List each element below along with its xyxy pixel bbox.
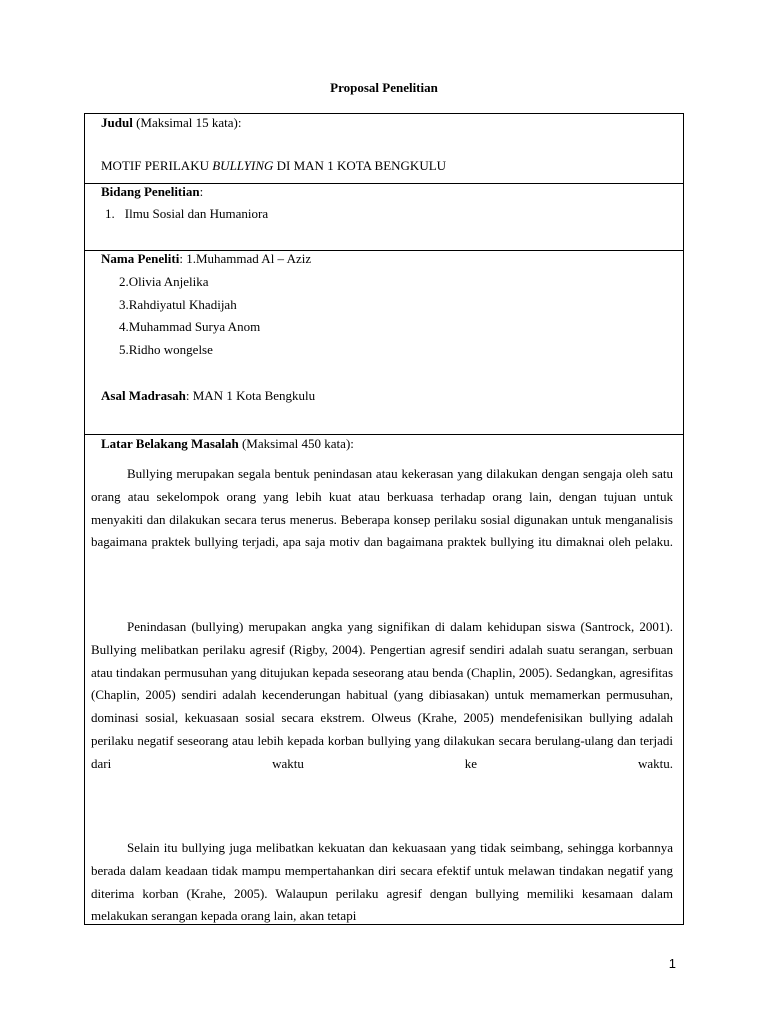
bidang-section [85, 184, 683, 251]
peneliti-label: Nama Peneliti [101, 251, 180, 266]
judul-section [85, 114, 683, 184]
peneliti-member-2: 2.Olivia Anjelika [119, 274, 209, 289]
peneliti-member-1: : 1.Muhammad Al – Aziz [179, 251, 312, 266]
research-title-part-2: DI MAN 1 KOTA BENGKULU [273, 158, 447, 173]
proposal-form-table [84, 113, 684, 925]
research-title [101, 158, 446, 174]
bidang-heading [101, 184, 203, 200]
bidang-item-text: Ilmu Sosial dan Humaniora [124, 206, 269, 221]
peneliti-member-5: 5.Ridho wongelse [119, 342, 213, 357]
peneliti-member-4: 4.Muhammad Surya Anom [119, 319, 261, 334]
judul-heading [101, 115, 241, 131]
judul-label: Judul [101, 115, 133, 130]
latar-label: Latar Belakang Masalah [101, 436, 239, 451]
madrasah-label: Asal Madrasah [101, 388, 186, 403]
page-title: Proposal Penelitian [330, 80, 438, 95]
research-title-italic: BULLYING [212, 158, 274, 173]
research-title-part-1: MOTIF PERILAKU [101, 158, 213, 173]
latar-heading [101, 436, 354, 452]
latar-paragraph-2: Penindasan (bullying) merupakan angka yang signifikan di dalam kehidupan siswa (Santrock, 2001). Bullying melibatkan perilaku agresif (Rigby, 2004). Pengertian agresif sendiri adalah suatu serangan, serbuan atau tindakan permusuhan yang ditujukan kepada seseorang atau benda (Chaplin, 2005). Sedangkan, agresifitas (Chaplin, 2005) sendiri adalah kecenderungan habitual (yang dibiasakan) untuk memamerkan permusuhan, dominasi sosial, kekuasaan sosial secara ekstrem. Olweus (Krahe, 2005) mendefenisikan bullying adalah perilaku negatif seseorang atau lebih kepada korban bullying yang dilakukan secara berulang-ulang dan terjadi dari waktu ke waktu. [91, 619, 673, 771]
judul-note: (Maksimal 15 kata): [132, 115, 242, 130]
peneliti-heading [101, 251, 311, 267]
madrasah-line [101, 388, 315, 404]
peneliti-section [85, 251, 683, 435]
latar-paragraph-1: Bullying merupakan segala bentuk penindasan atau kekerasan yang dilakukan dengan sengaja oleh satu orang atau sekelompok orang yang lebih kuat atau berkuasa terhadap orang lain, dengan tujuan untuk menyakiti dan dilakukan secara terus menerus. Beberapa konsep perilaku sosial digunakan untuk menganalisis bagaimana praktek bullying terjadi, apa saja motiv dan bagaimana praktek bullying itu dimaknai oleh pelaku. [91, 466, 673, 550]
latar-paragraph-3: Selain itu bullying juga melibatkan kekuatan dan kekuasaan yang tidak seimbang, sehingga korbannya berada dalam keadaan tidak mampu mempertahankan diri secara efektif untuk melawan tindakan negatif yang diterima korban (Krahe, 2005). Walaupun perilaku agresif dengan bullying memiliki kesamaan dalam melakukan serangan kepada orang lain, akan tetapi [91, 840, 673, 924]
bidang-item-number: 1. [105, 206, 115, 221]
bidang-label: Bidang Penelitian [101, 184, 200, 199]
latar-section [85, 435, 683, 925]
bidang-colon: : [199, 184, 204, 199]
latar-note: (Maksimal 450 kata): [238, 436, 354, 451]
peneliti-member-3: 3.Rahdiyatul Khadijah [119, 297, 237, 312]
madrasah-value: : MAN 1 Kota Bengkulu [185, 388, 316, 403]
page-number: 1 [668, 956, 676, 971]
bidang-item [105, 206, 268, 222]
